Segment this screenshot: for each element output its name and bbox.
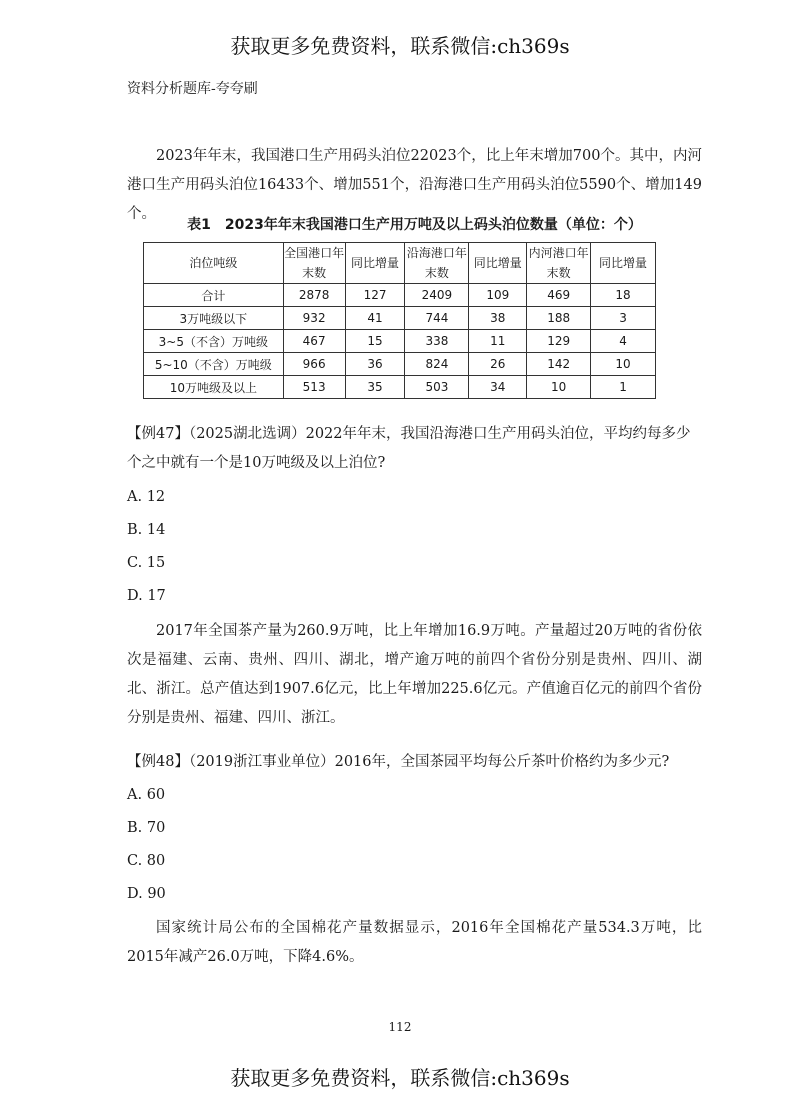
q48-option-c: C. 80	[127, 853, 166, 869]
promo-banner-top: 获取更多免费资料，联系微信:ch369s	[230, 34, 570, 58]
table-cell: 966	[283, 353, 345, 376]
table-cell: 1	[591, 376, 656, 399]
running-head: 资料分析题库-夸夸刷	[127, 81, 258, 97]
table-cell: 3	[591, 307, 656, 330]
table-cell: 513	[283, 376, 345, 399]
table-title: 表1 2023年年末我国港口生产用万吨及以上码头泊位数量（单位：个）	[187, 217, 642, 233]
table-row	[144, 307, 656, 330]
table-cell: 932	[283, 307, 345, 330]
table-cell: 41	[345, 307, 405, 330]
header-cell: 全国港口年末数	[283, 243, 345, 284]
q48-option-b: B. 70	[127, 820, 166, 836]
table-cell: 503	[405, 376, 469, 399]
table-row	[144, 353, 656, 376]
table-cell: 744	[405, 307, 469, 330]
table-cell: 142	[527, 353, 591, 376]
header-cell: 同比增量	[591, 243, 656, 284]
table-cell: 15	[345, 330, 405, 353]
header-cell: 同比增量	[469, 243, 527, 284]
table-cell: 10	[527, 376, 591, 399]
q48-option-d: D. 90	[127, 886, 166, 902]
table-row	[144, 284, 656, 307]
table-cell: 2878	[283, 284, 345, 307]
q47-option-a: A. 12	[127, 489, 166, 505]
table-cell: 467	[283, 330, 345, 353]
passage-cotton: 国家统计局公布的全国棉花产量数据显示，2016年全国棉花产量534.3万吨，比2015年减产26.0万吨，下降4.6%。	[127, 920, 702, 965]
table-cell: 26	[469, 353, 527, 376]
table-cell: 34	[469, 376, 527, 399]
header-cell: 内河港口年末数	[527, 243, 591, 284]
header-cell: 沿海港口年末数	[405, 243, 469, 284]
q48-option-a: A. 60	[127, 787, 166, 803]
table-cell: 129	[527, 330, 591, 353]
table-cell: 127	[345, 284, 405, 307]
table-cell: 3~5（不含）万吨级	[144, 330, 284, 353]
table-cell: 2409	[405, 284, 469, 307]
passage-tea: 2017年全国茶产量为260.9万吨，比上年增加16.9万吨。产量超过20万吨的省份依次是福建、云南、贵州、四川、湖北，增产逾万吨的前四个省份分别是贵州、四川、湖北、浙江。总产值达到1907.6亿元，比上年增加225.6亿元。产值逾百亿元的前四个省份分别是贵州、福建、四川、浙江。	[127, 623, 702, 726]
table-cell: 3万吨级以下	[144, 307, 284, 330]
header-cell: 同比增量	[345, 243, 405, 284]
table-cell: 10	[591, 353, 656, 376]
page-number: 112	[388, 1020, 412, 1034]
table-cell: 18	[591, 284, 656, 307]
passage-ports: 2023年年末，我国港口生产用码头泊位22023个，比上年末增加700个。其中，内河港口生产用码头泊位16433个、增加551个，沿海港口生产用码头泊位5590个、增加149个。	[127, 148, 702, 222]
question-48-stem: 【例48】（2019浙江事业单位）2016年，全国茶园平均每公斤茶叶价格约为多少元?	[127, 754, 670, 770]
table-cell: 188	[527, 307, 591, 330]
table-row	[144, 330, 656, 353]
table-cell: 10万吨级及以上	[144, 376, 284, 399]
table-row	[144, 376, 656, 399]
table-cell: 38	[469, 307, 527, 330]
promo-banner-bottom: 获取更多免费资料，联系微信:ch369s	[230, 1066, 570, 1090]
q47-option-c: C. 15	[127, 555, 166, 571]
table-cell: 11	[469, 330, 527, 353]
header-cell: 泊位吨级	[144, 243, 284, 284]
table-cell: 4	[591, 330, 656, 353]
table-cell: 5~10（不含）万吨级	[144, 353, 284, 376]
question-47-stem: 【例47】（2025湖北选调）2022年年末，我国沿海港口生产用码头泊位，平均约每多少个之中就有一个是10万吨级及以上泊位?	[127, 426, 691, 471]
table-cell: 109	[469, 284, 527, 307]
table-cell: 338	[405, 330, 469, 353]
table-cell: 合计	[144, 284, 284, 307]
port-berth-table	[143, 242, 656, 399]
table-cell: 469	[527, 284, 591, 307]
table-cell: 36	[345, 353, 405, 376]
table-cell: 824	[405, 353, 469, 376]
table-header-row	[144, 243, 656, 284]
table-cell: 35	[345, 376, 405, 399]
q47-option-b: B. 14	[127, 522, 166, 538]
q47-option-d: D. 17	[127, 588, 166, 604]
